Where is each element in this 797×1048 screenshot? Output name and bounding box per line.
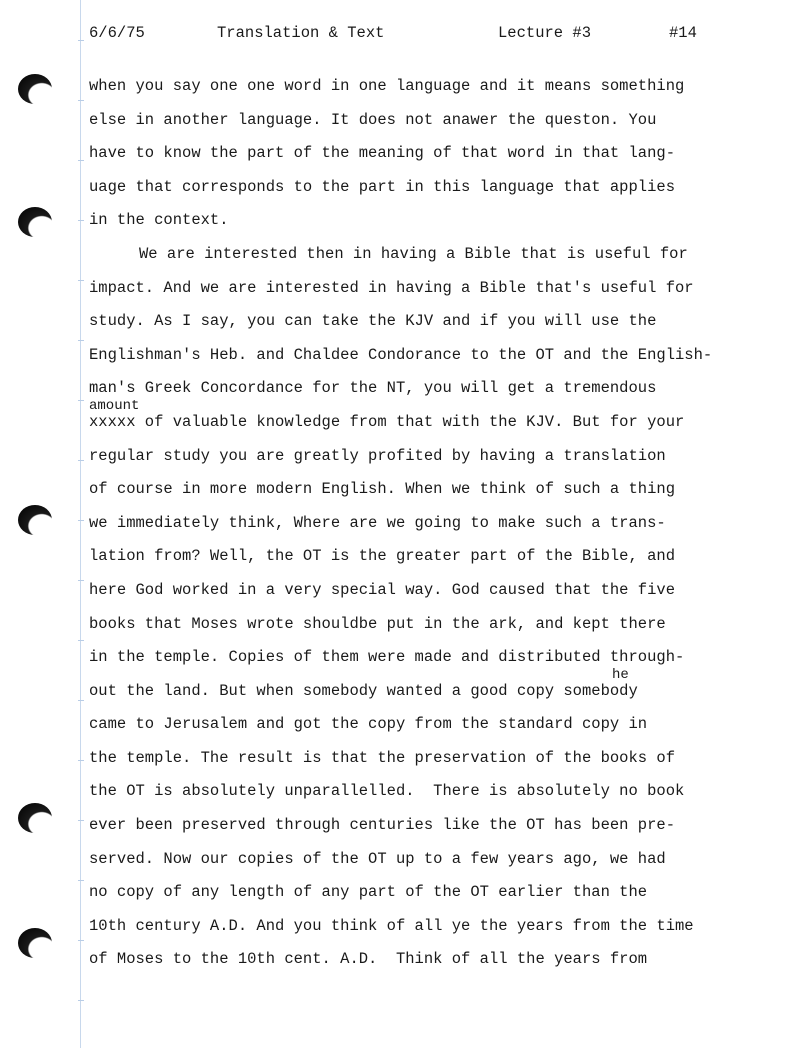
margin-tick bbox=[78, 700, 84, 701]
text-line: the temple. The result is that the preservation of the books of bbox=[89, 748, 675, 767]
header-page-number: #14 bbox=[669, 24, 697, 42]
header-lecture: Lecture #3 bbox=[498, 24, 592, 42]
text-line: when you say one one word in one language and it means something bbox=[89, 77, 685, 95]
text-line: Englishman's Heb. and Chaldee Condorance to the OT and the English- bbox=[89, 345, 713, 364]
interlinear-correction: he bbox=[612, 667, 629, 683]
margin-tick bbox=[78, 220, 84, 221]
binder-hole bbox=[18, 505, 52, 535]
text-line: else in another language. It does not anawer the queston. You bbox=[89, 110, 657, 129]
text-line: xxxxx of valuable knowledge from that with the KJV. But for your bbox=[89, 412, 685, 431]
margin-tick bbox=[78, 880, 84, 881]
margin-rule bbox=[80, 0, 81, 1048]
margin-tick bbox=[78, 1000, 84, 1001]
text-line: 10th century A.D. And you think of all ye the years from the time bbox=[89, 916, 694, 935]
margin-tick bbox=[78, 280, 84, 281]
text-line: here God worked in a very special way. God caused that the five bbox=[89, 580, 675, 599]
body-text bbox=[89, 74, 779, 981]
text-line: of Moses to the 10th cent. A.D. Think of all the years from bbox=[89, 950, 648, 969]
text-line: served. Now our copies of the OT up to a few years ago, we had bbox=[89, 849, 666, 868]
margin-tick bbox=[78, 760, 84, 761]
margin-tick bbox=[78, 580, 84, 581]
binder-hole bbox=[18, 928, 52, 958]
text-line: have to know the part of the meaning of that word in that lang- bbox=[89, 144, 675, 163]
text-line: regular study you are greatly profited by having a translation bbox=[89, 446, 666, 465]
margin-tick bbox=[78, 400, 84, 401]
text-line: ever been preserved through centuries like the OT has been pre- bbox=[89, 816, 675, 835]
margin-tick bbox=[78, 160, 84, 161]
text-line: we immediately think, Where are we going to make such a trans- bbox=[89, 513, 666, 532]
text-line: in the context. bbox=[89, 211, 229, 230]
margin-tick bbox=[78, 460, 84, 461]
text-line: impact. And we are interested in having a Bible that's useful for bbox=[89, 278, 694, 297]
text-line: no copy of any length of any part of the OT earlier than the bbox=[89, 883, 648, 902]
text-line: of course in more modern English. When we think of such a thing bbox=[89, 480, 675, 499]
binder-hole bbox=[18, 207, 52, 237]
margin-tick bbox=[78, 40, 84, 41]
text-line: in the temple. Copies of them were made and distributed through- bbox=[89, 648, 685, 667]
margin-tick bbox=[78, 640, 84, 641]
text-line: books that Moses wrote shouldbe put in the ark, and kept there bbox=[89, 614, 666, 633]
interlinear-correction: amount bbox=[89, 398, 140, 414]
margin-tick bbox=[78, 100, 84, 101]
margin-tick bbox=[78, 940, 84, 941]
page-header bbox=[0, 24, 797, 44]
binder-hole bbox=[18, 803, 52, 833]
margin-tick bbox=[78, 520, 84, 521]
text-line: uage that corresponds to the part in this language that applies bbox=[89, 177, 675, 196]
text-line: We are interested then in having a Bible that is useful for bbox=[139, 244, 688, 263]
header-date: 6/6/75 bbox=[89, 24, 145, 42]
margin-tick bbox=[78, 340, 84, 341]
text-line: out the land. But when somebody wanted a good copy somebody bbox=[89, 681, 638, 700]
header-title: Translation & Text bbox=[217, 24, 385, 42]
text-line: man's Greek Concordance for the NT, you will get a tremendous bbox=[89, 379, 657, 398]
text-line: study. As I say, you can take the KJV and if you will use the bbox=[89, 312, 657, 331]
binder-hole bbox=[18, 74, 52, 104]
margin-tick bbox=[78, 820, 84, 821]
text-line: the OT is absolutely unparallelled. There is absolutely no book bbox=[89, 782, 685, 801]
text-line: lation from? Well, the OT is the greater part of the Bible, and bbox=[89, 547, 675, 566]
text-line: came to Jerusalem and got the copy from the standard copy in bbox=[89, 715, 648, 734]
